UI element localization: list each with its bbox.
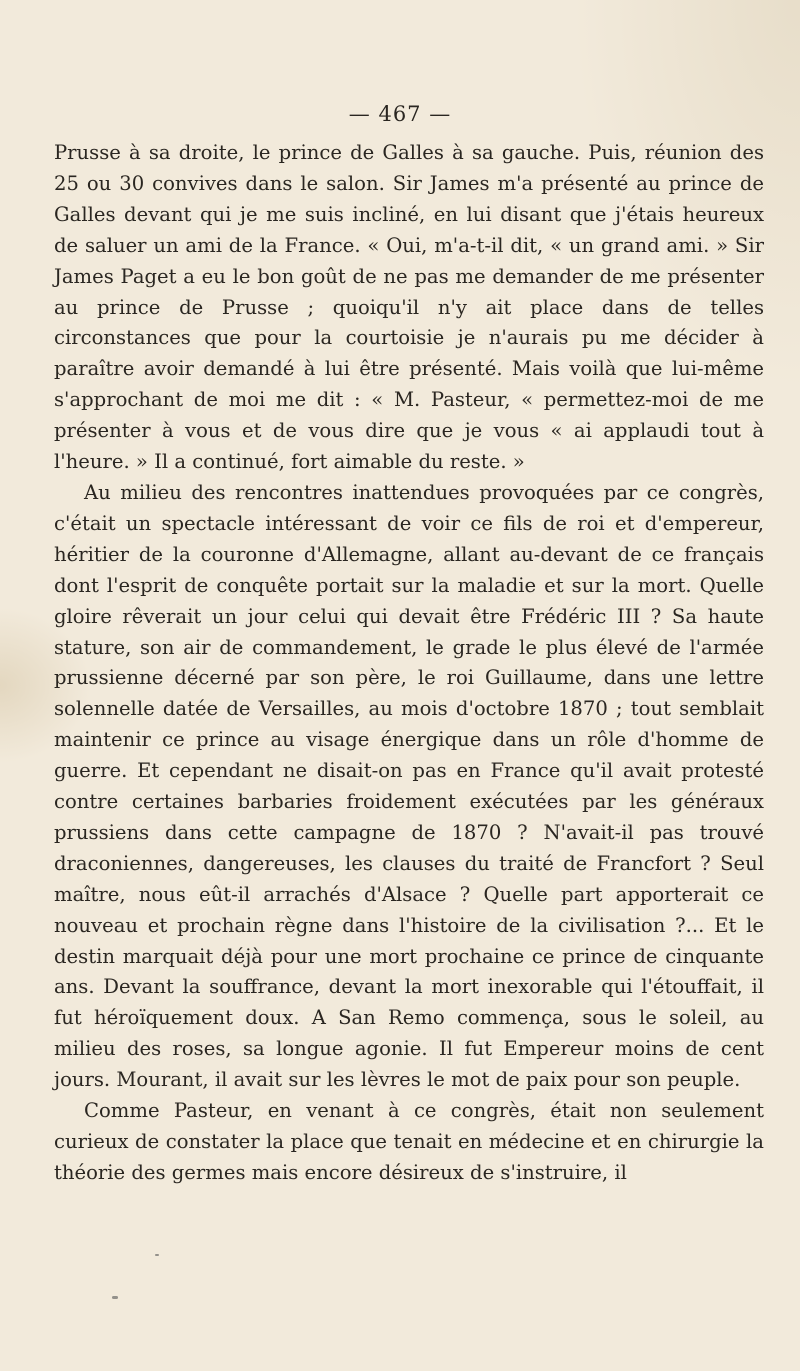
- ink-speck: [155, 1254, 159, 1256]
- body-text: [54, 138, 764, 1189]
- paragraph-2: Au milieu des rencontres inattendues provoquées par ce congrès, c'était un spectacle intéressant de voir ce fils de roi et d'empereur, héritier de la couronne d'Allemagne, allant au-devant de ce français dont l'esprit de conquête portait sur la maladie et sur la mort. Quelle gloire rêverait un jour celui qui devait être Frédéric III ? Sa haute stature, son air de commandement, le grade le plus élevé de l'armée prussienne décerné par son père, le roi Guillaume, dans une lettre solennelle datée de Versailles, au mois d'octobre 1870 ; tout semblait maintenir ce prince au visage énergique dans un rôle d'homme de guerre. Et cependant ne disait-on pas en France qu'il avait protesté contre certaines barbaries froidement exécutées par les généraux prussiens dans cette campagne de 1870 ? N'avait-il pas trouvé draconiennes, dangereuses, les clauses du traité de Francfort ? Seul maître, nous eût-il arrachés d'Alsace ? Quelle part apporterait ce nouveau et prochain règne dans l'histoire de la civilisation ?... Et le destin marquait déjà pour une mort prochaine ce prince de cinquante ans. Devant la souffrance, devant la mort inexorable qui l'étouffait, il fut héroïquement doux. A San Remo commença, sous le soleil, au milieu des roses, sa longue agonie. Il fut Empereur moins de cent jours. Mourant, il avait sur les lèvres le mot de paix pour son peuple.: [54, 480, 764, 1092]
- ink-speck: [112, 1296, 118, 1299]
- page-number: — 467 —: [348, 102, 452, 126]
- paragraph-3: Comme Pasteur, en venant à ce congrès, était non seulement curieux de constater la place que tenait en médecine et en chirurgie la théorie des germes mais encore désireux de s'instruire, il: [54, 1099, 764, 1184]
- paragraph-1: Prusse à sa droite, le prince de Galles à sa gauche. Puis, réunion des 25 ou 30 convives dans le salon. Sir James m'a présenté au prince de Galles devant qui je me suis incliné, en lui disant que j'étais heureux de saluer un ami de la France. « Oui, m'a-t-il dit, « un grand ami. » Sir James Paget a eu le bon goût de ne pas me demander de me présenter au prince de Prusse ; quoiqu'il n'y ait place dans de telles circonstances que pour la courtoisie je n'aurais pu me décider à paraître avoir demandé à lui être présenté. Mais voilà que lui-même s'approchant de moi me dit : « M. Pasteur, « permettez-moi de me présenter à vous et de vous dire que je vous « ai applaudi tout à l'heure. » Il a continué, fort aimable du reste. »: [54, 141, 764, 474]
